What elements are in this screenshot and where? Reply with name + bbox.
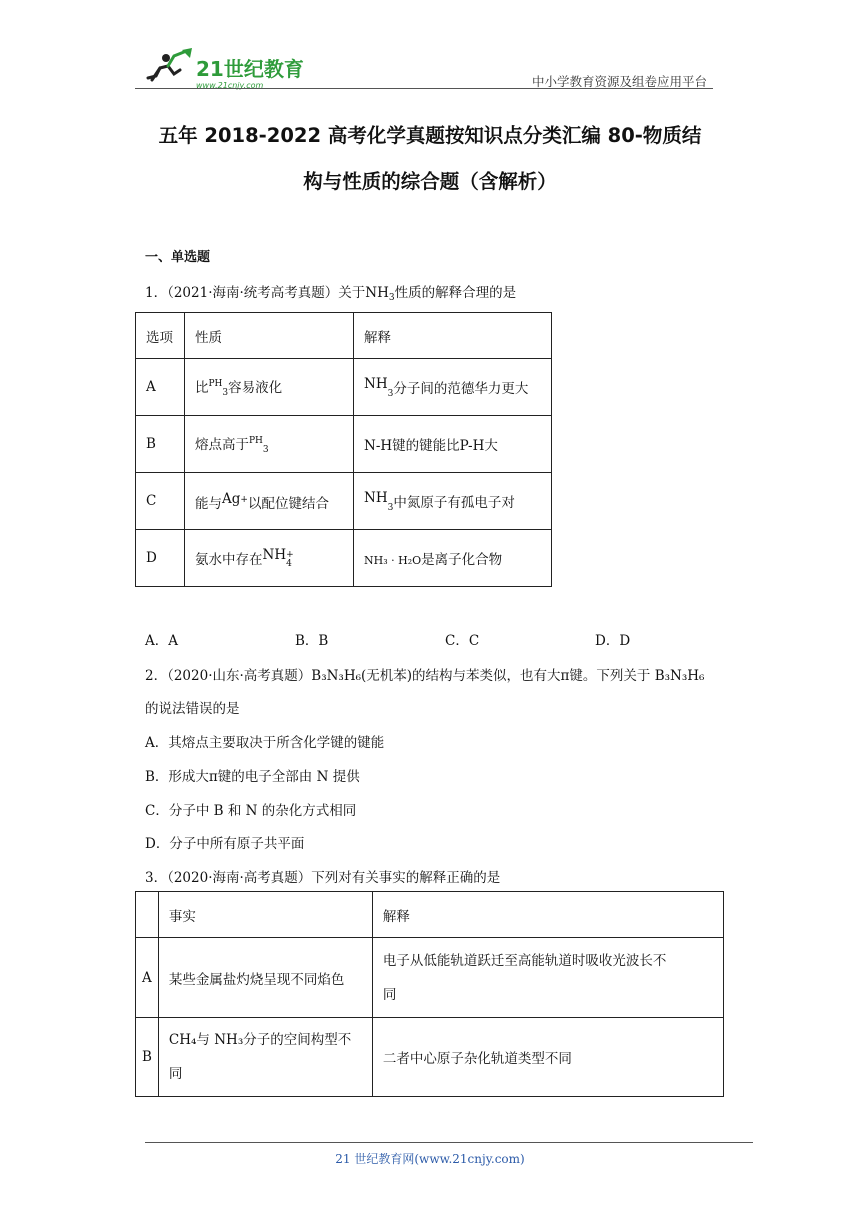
q1-row-a-property: 比$^{PH}_3$容易液化	[185, 359, 354, 416]
q3-row-b-explanation: 二者中心原子杂化轨道类型不同	[372, 1018, 723, 1097]
svg-text:www.21cnjy.com: www.21cnjy.com	[196, 81, 264, 90]
q3-table	[135, 891, 724, 1097]
q3-header-option	[136, 892, 159, 938]
doc-title-line2: 构与性质的综合题（含解析）	[303, 170, 557, 193]
q1-row-a	[136, 359, 552, 416]
q1-row-a-option: A	[136, 359, 185, 416]
section-heading: 一、单选题	[145, 250, 211, 265]
q1-header-option: 选项	[136, 313, 185, 359]
q3-row-b	[136, 1018, 724, 1097]
q3-row-a-fact: 某些金属盐灼烧呈现不同焰色	[158, 938, 372, 1018]
q1-row-b	[136, 416, 552, 473]
q1-row-b-explanation: N-H键的键能比P-H大	[354, 416, 552, 473]
q1-row-d	[136, 530, 552, 587]
q3-row-a	[136, 938, 724, 1018]
q1-row-d-option: D	[136, 530, 185, 587]
q1-table-header	[136, 313, 552, 359]
q3-row-b-fact: CH₄与 NH₃分子的空间构型不 同	[158, 1018, 372, 1097]
q1-choice-c[interactable]: C．C	[445, 633, 480, 649]
q3-stem: 3．（2020·海南·高考真题）下列对有关事实的解释正确的是	[145, 870, 501, 886]
q2-option-d[interactable]: D．分子中所有原子共平面	[145, 836, 305, 852]
q1-row-a-explanation: $NH_3$分子间的范德华力更大	[354, 359, 552, 416]
site-logo	[138, 46, 308, 92]
platform-tagline: 中小学教育资源及组卷应用平台	[532, 74, 708, 89]
runner-icon	[148, 48, 192, 80]
svg-text:21世纪教育: 21世纪教育	[196, 57, 304, 81]
q1-row-c	[136, 473, 552, 530]
q1-choice-d[interactable]: D．D	[595, 633, 631, 649]
q3-header-fact: 事实	[158, 892, 372, 938]
doc-title-line1: 五年 2018-2022 高考化学真题按知识点分类汇编 80-物质结	[158, 124, 702, 147]
q2-stem-line1: 2．（2020·山东·高考真题）B₃N₃H₆(无机苯)的结构与苯类似，也有大π键。下列关于 B₃N₃H₆	[145, 668, 705, 684]
footer-divider	[145, 1142, 753, 1143]
q1-row-b-option: B	[136, 416, 185, 473]
q1-header-property: 性质	[185, 313, 354, 359]
q1-row-c-explanation: $NH_3$中氮原子有孤电子对	[354, 473, 552, 530]
header-divider	[135, 88, 713, 89]
q1-table	[135, 312, 552, 587]
q3-row-b-option: B	[136, 1018, 159, 1097]
footer-link[interactable]: 21 世纪教育网(www.21cnjy.com)	[335, 1152, 525, 1166]
q1-choice-a[interactable]: A．A	[145, 633, 178, 649]
q2-option-a[interactable]: A．其熔点主要取决于所含化学键的键能	[145, 735, 385, 751]
q1-row-c-property: 能与Ag+以配位键结合	[185, 473, 354, 530]
q3-row-a-option: A	[136, 938, 159, 1018]
q1-row-b-property: 熔点高于$^{PH}_3$	[185, 416, 354, 473]
q1-row-d-explanation: NH₃ · H₂O是离子化合物	[354, 530, 552, 587]
q1-choice-b[interactable]: B．B	[295, 633, 329, 649]
q2-option-b[interactable]: B．形成大π键的电子全部由 N 提供	[145, 769, 360, 785]
q1-header-explanation: 解释	[354, 313, 552, 359]
q2-option-c[interactable]: C．分子中 B 和 N 的杂化方式相同	[145, 803, 357, 819]
q3-row-a-explanation: 电子从低能轨道跃迁至高能轨道时吸收光波长不 同	[372, 938, 723, 1018]
q1-row-c-option: C	[136, 473, 185, 530]
q3-header-explanation: 解释	[372, 892, 723, 938]
q3-table-header	[136, 892, 724, 938]
q2-stem-line2: 的说法错误的是	[145, 701, 240, 717]
q1-stem: 1．（2021·海南·统考高考真题）关于$NH_3$性质的解释合理的是	[145, 285, 517, 303]
q1-row-d-property: 氨水中存在NH + 4	[185, 530, 354, 587]
